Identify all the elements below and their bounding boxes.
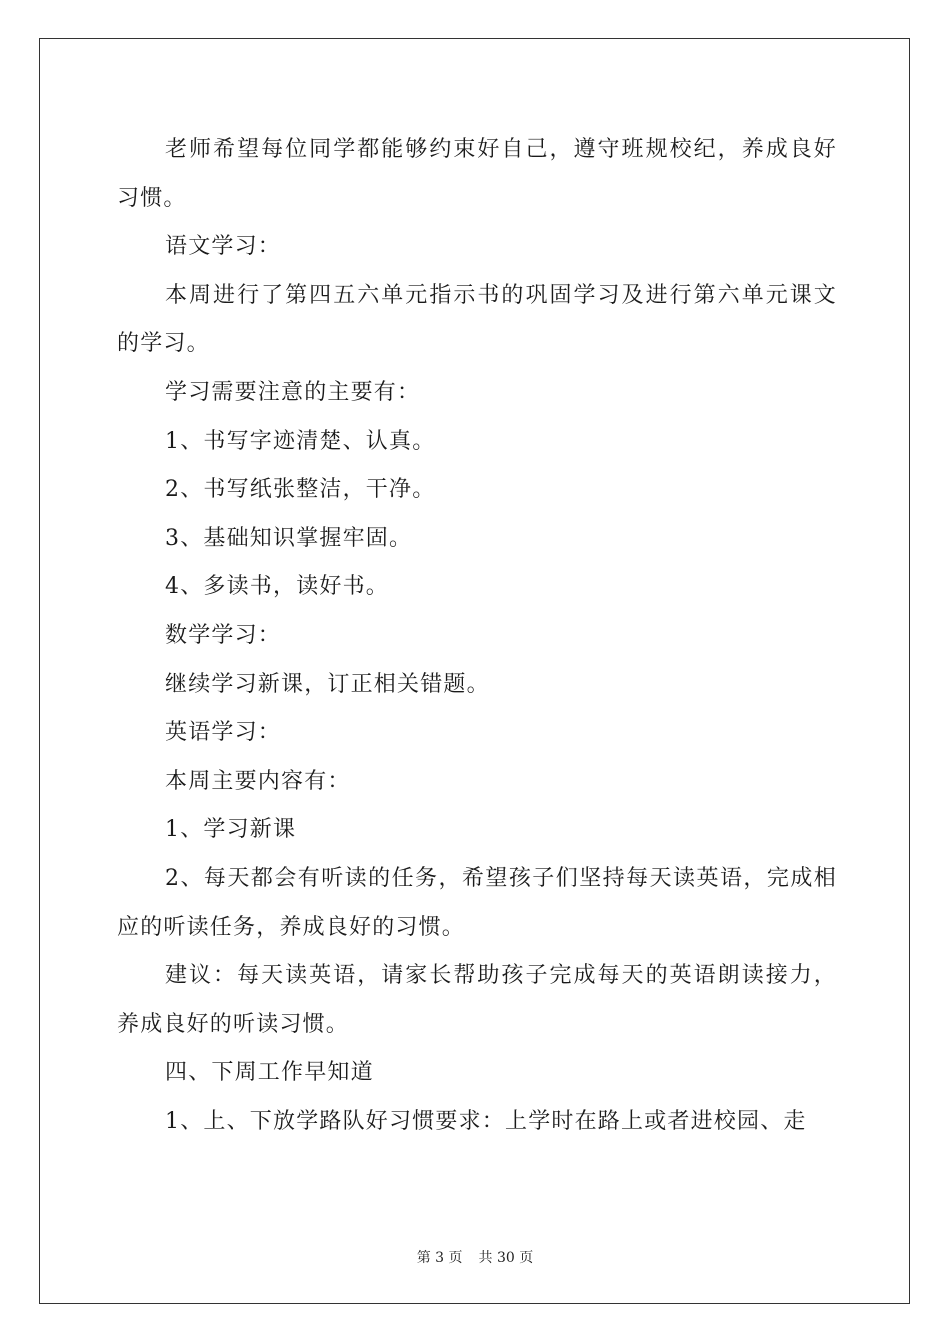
list-item: 1、学习新课 xyxy=(165,817,297,843)
section-heading-next-week: 四、下周工作早知道 xyxy=(165,1060,374,1086)
document-body xyxy=(117,126,837,1146)
paragraph: 本周主要内容有： xyxy=(165,768,351,794)
list-item: 3、基础知识掌握牢固。 xyxy=(165,525,413,551)
paragraph: 老师希望每位同学都能够约束好自己，遵守班规校纪，养成良好习惯。 xyxy=(117,137,837,211)
paragraph: 学习需要注意的主要有： xyxy=(165,379,421,405)
list-item: 4、多读书，读好书。 xyxy=(165,574,389,600)
section-heading-english: 英语学习： xyxy=(165,720,282,746)
page-number: 第 3 页 xyxy=(416,1250,463,1266)
paragraph: 本周进行了第四五六单元指示书的巩固学习及进行第六单元课文的学习。 xyxy=(117,282,837,357)
list-item: 2、书写纸张整洁，干净。 xyxy=(165,477,436,503)
paragraph: 继续学习新课，订正相关错题。 xyxy=(165,671,490,697)
page-footer xyxy=(0,1247,950,1267)
list-item: 1、上、下放学路队好习惯要求：上学时在路上或者进校园、走 xyxy=(165,1108,807,1134)
section-heading-chinese: 语文学习： xyxy=(165,234,282,260)
list-item: 1、书写字迹清楚、认真。 xyxy=(165,428,436,454)
suggestion-paragraph: 建议：每天读英语，请家长帮助孩子完成每天的英语朗读接力，养成良好的听读习惯。 xyxy=(117,963,837,1037)
list-item: 2、每天都会有听读的任务，希望孩子们坚持每天读英语，完成相应的听读任务，养成良好的习惯。 xyxy=(117,865,837,940)
page-total: 共 30 页 xyxy=(478,1250,534,1266)
section-heading-math: 数学学习： xyxy=(165,622,282,648)
